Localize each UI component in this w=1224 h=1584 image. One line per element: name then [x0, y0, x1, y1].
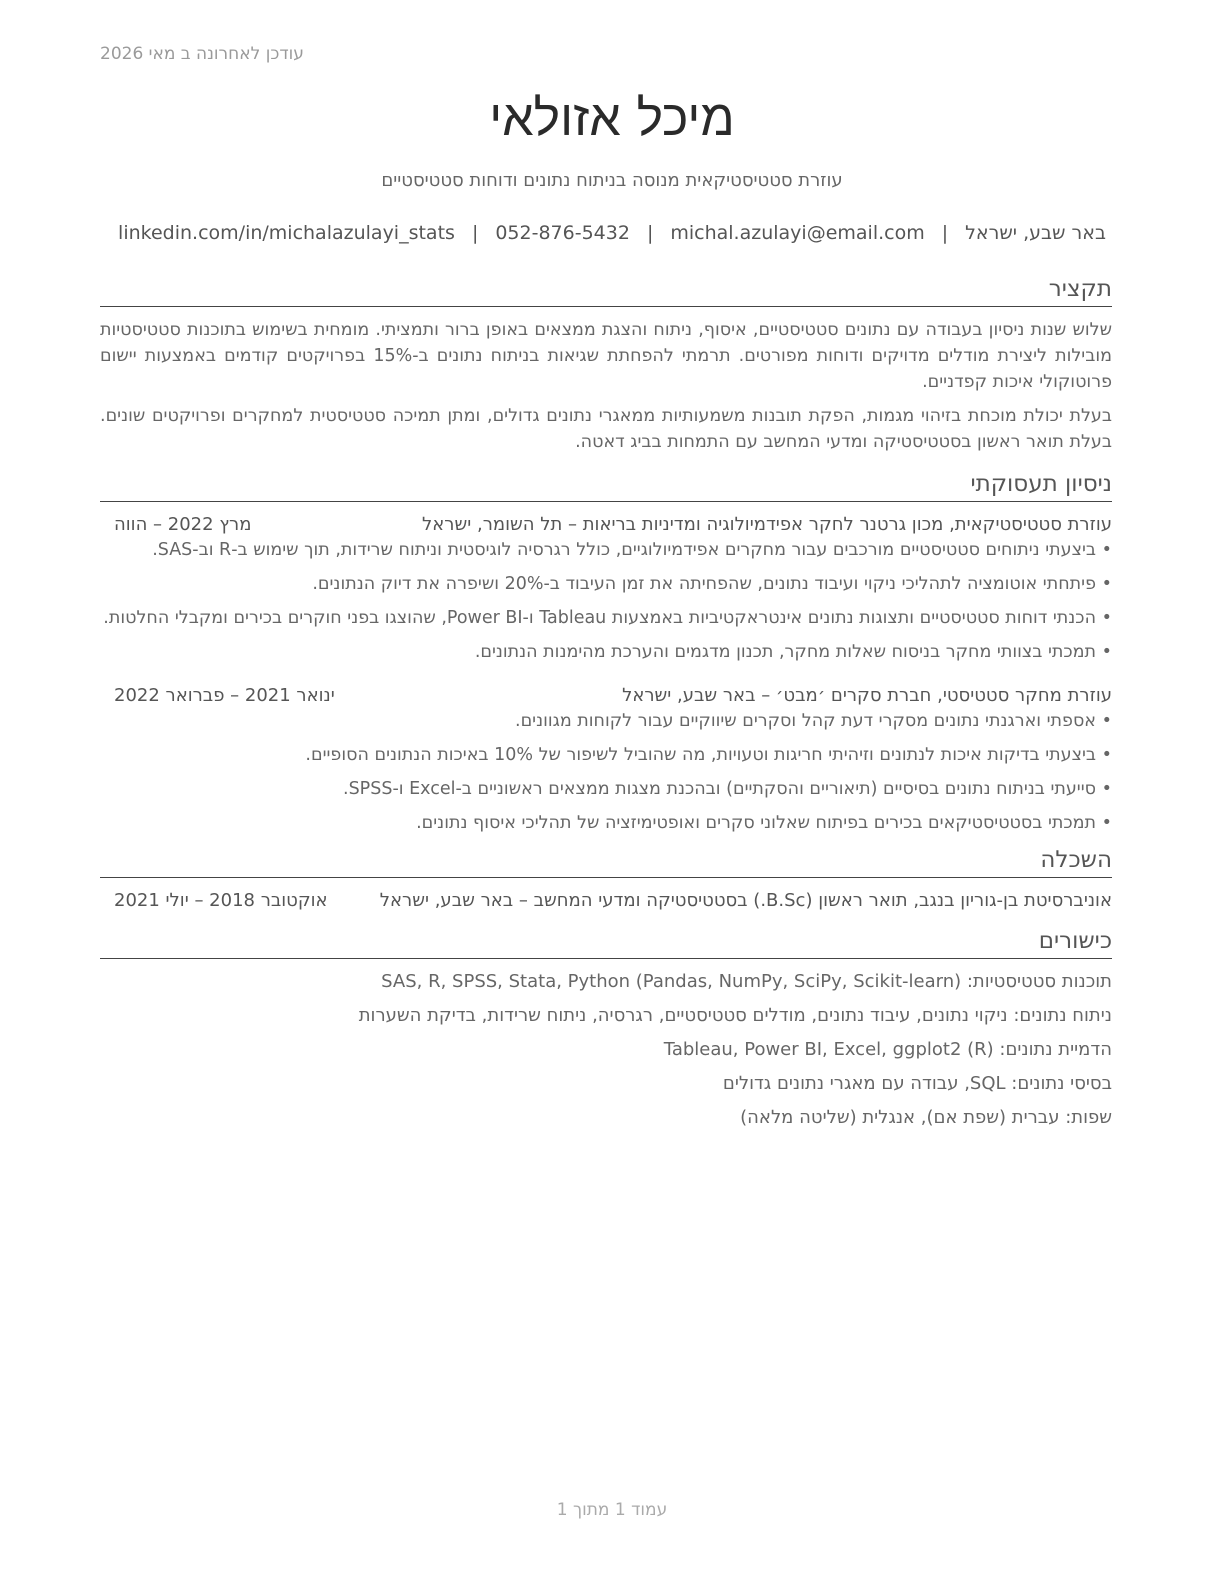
bullet-icon: •: [1101, 779, 1112, 799]
candidate-headline: עוזרת סטטיסטיקאית מנוסה בניתוח נתונים ודוחות סטטיסטיים: [381, 170, 843, 191]
bullet-icon: •: [1101, 813, 1112, 833]
skill-line: תוכנות סטטיסטיות: SAS, R, SPSS, Stata, Python (Pandas, NumPy, SciPy, Scikit-learn): [381, 971, 1112, 992]
resume-body: [100, 274, 1112, 1139]
contact-separator: |: [646, 222, 654, 244]
bullet-icon: •: [1101, 711, 1112, 731]
skill-line: שפות: עברית (שפת אם), אנגלית (שליטה מלאה): [740, 1107, 1112, 1128]
list-item: • ביצעתי ניתוחים סטטיסטיים מורכבים עבור מחקרים אפידמיולוגיים, כולל רגרסיה לוגיסטית וניתוח שרידות, תוך שימוש ב-R וב-SAS.: [100, 538, 1112, 563]
last-updated-note: עודכן לאחרונה ב מאי 2026: [100, 44, 304, 64]
job-title: עוזרת סטטיסטיקאית, מכון גרטנר לחקר אפידמיולוגיה ומדיניות בריאות – תל השומר, ישראל: [422, 514, 1112, 535]
job-bullets: [100, 709, 1112, 836]
education-dates: אוקטובר 2018 – יולי 2021: [114, 890, 328, 911]
candidate-name: מיכל אזולאי: [489, 89, 735, 147]
contact-email[interactable]: michal.azulayi@email.com: [670, 222, 925, 244]
education-heading: השכלה: [100, 845, 1112, 878]
list-item: • פיתחתי אוטומציה לתהליכי ניקוי ועיבוד נתונים, שהפחיתה את זמן העיבוד ב-20% ושיפרה את דיוק הנתונים.: [100, 572, 1112, 597]
job-header: [100, 512, 1112, 538]
contact-separator: |: [941, 222, 949, 244]
education-title: אוניברסיטת בן-גוריון בנגב, תואר ראשון (B.Sc.) בסטטיסטיקה ומדעי המחשב – באר שבע, ישראל: [379, 890, 1112, 911]
contact-separator: |: [471, 222, 479, 244]
job-entry: [100, 512, 1112, 665]
contact-phone[interactable]: 052-876-5432: [495, 222, 630, 244]
list-item: • סייעתי בניתוח נתונים בסיסיים (תיאוריים והסקתיים) ובהכנת מצגות ממצאים ראשוניים ב-Excel ו-SPSS.: [100, 777, 1112, 802]
job-header: [100, 683, 1112, 709]
experience-section: [100, 469, 1112, 836]
list-item: • תמכתי בסטטיסטיקאים בכירים בפיתוח שאלוני סקרים ואופטימיזציה של תהליכי איסוף נתונים.: [100, 811, 1112, 836]
bullet-icon: •: [1101, 540, 1112, 560]
job-dates: ינואר 2021 – פברואר 2022: [114, 685, 335, 706]
contact-linkedin[interactable]: linkedin.com/in/michalazulayi_stats: [118, 222, 455, 244]
list-item: • הכנתי דוחות סטטיסטיים ותצוגות נתונים אינטראקטיביות באמצעות Tableau ו-Power BI, שהוצגו בפני חוקרים בכירים ומקבלי החלטות.: [100, 606, 1112, 631]
bullet-icon: •: [1101, 574, 1112, 594]
list-item: • אספתי וארגנתי נתונים מסקרי דעת קהל וסקרים שיווקיים עבור לקוחות מגוונים.: [100, 709, 1112, 734]
experience-heading: ניסיון תעסוקתי: [100, 469, 1112, 502]
bullet-icon: •: [1101, 642, 1112, 662]
page-number: עמוד 1 מתוך 1: [556, 1500, 668, 1520]
summary-section: [100, 274, 1112, 455]
skill-line: בסיסי נתונים: SQL, עבודה עם מאגרי נתונים גדולים: [722, 1073, 1112, 1094]
list-item: • תמכתי בצוותי מחקר בניסוח שאלות מחקר, תכנון מדגמים והערכת מהימנות הנתונים.: [100, 640, 1112, 665]
skills-heading: כישורים: [100, 926, 1112, 959]
job-dates: מרץ 2022 – הווה: [114, 514, 252, 535]
education-section: [100, 845, 1112, 914]
bullet-icon: •: [1101, 745, 1112, 765]
skill-line: הדמיית נתונים: Tableau, Power BI, Excel, ggplot2 (R): [663, 1039, 1112, 1060]
job-entry: [100, 683, 1112, 836]
summary-heading: תקציר: [100, 274, 1112, 307]
contact-location: באר שבע, ישראל: [965, 222, 1106, 244]
bullet-icon: •: [1101, 608, 1112, 628]
job-bullets: [100, 538, 1112, 665]
summary-paragraph: בעלת יכולת מוכחת בזיהוי מגמות, הפקת תובנות משמעותיות ממאגרי נתונים גדולים, ומתן תמיכה סטטיסטית למחקרים ופרויקטים שונים. בעלת תואר ראשון בסטטיסטיקה ומדעי המחשב עם התמחות בביג דאטה.: [100, 406, 1112, 452]
contact-line: [0, 222, 1224, 244]
list-item: • ביצעתי בדיקות איכות לנתונים וזיהיתי חריגות וטעויות, מה שהוביל לשיפור של 10% באיכות הנתונים הסופיים.: [100, 743, 1112, 768]
summary-paragraph: שלוש שנות ניסיון בעבודה עם נתונים סטטיסטיים, איסוף, ניתוח והצגת ממצאים באופן ברור ותמציתי. מומחית בשימוש בתוכנות סטטיסטיות מובילות ליצירת מודלים מדויקים ודוחות מפורטים. תרמתי להפחתת שגיאות בניתוח נתונים ב-15% בפרויקטים קודמים באמצעות יישום פרוטוקולי איכות קפדניים.: [100, 320, 1112, 392]
job-title: עוזרת מחקר סטטיסטי, חברת סקרים ׳מבט׳ – באר שבע, ישראל: [622, 685, 1112, 706]
skills-section: [100, 926, 1112, 1130]
education-entry: [100, 888, 1112, 914]
skill-line: ניתוח נתונים: ניקוי נתונים, עיבוד נתונים, מודלים סטטיסטיים, רגרסיה, ניתוח שרידות, בדיקת השערות: [358, 1005, 1112, 1026]
